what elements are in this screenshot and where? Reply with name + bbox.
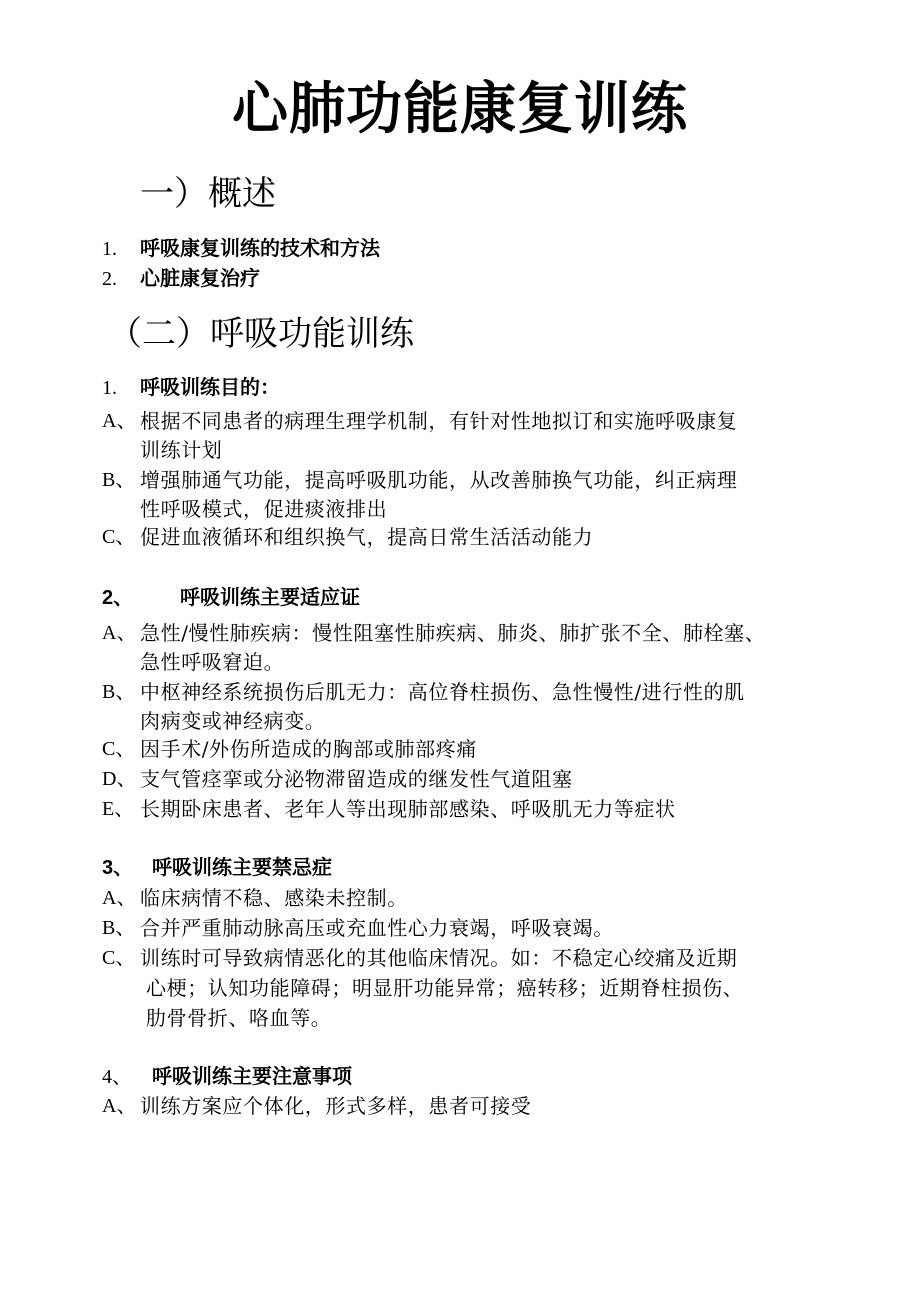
item-text-continued: 心梗；认知功能障碍；明显肝功能异常；癌转移；近期脊柱损伤、 [146,976,744,1000]
item-text-continued: 性呼吸模式，促进痰液排出 [140,497,388,521]
item-text-continued: 急性呼吸窘迫。 [140,650,285,674]
item-text: 合并严重肺动脉高压或充血性心力衰竭，呼吸衰竭。 [140,916,614,940]
list-number: 1. [102,238,117,260]
subheading-number: 3、 [102,857,134,879]
item-label: B、 [102,917,136,939]
list-number: 2. [102,268,117,290]
subheading-precautions [102,1062,352,1091]
item-text: 训练时可导致病情恶化的其他临床情况。如：不稳定心绞痛及近期 [140,946,738,970]
item-text-continued: 肉病变或神经病变。 [140,709,326,733]
list-text: 呼吸康复训练的技术和方法 [140,236,380,260]
indication-item-e [102,795,842,825]
item-text: 增强肺通气功能，提高呼吸肌功能，从改善肺换气功能，纠正病理 [140,468,738,492]
contraindication-item-c [102,944,842,1034]
precaution-item-a [102,1092,842,1122]
subheading-title: 呼吸训练主要禁忌症 [152,855,332,879]
item-text: 急性/慢性肺疾病：慢性阻塞性肺疾病、肺炎、肺扩张不全、肺栓塞、 [140,621,766,645]
item-label: A、 [102,410,137,432]
item-label: C、 [102,947,136,969]
document-title: 心肺功能康复训练 [232,77,688,142]
subheading-title: 呼吸训练目的： [140,375,280,399]
overview-item-2 [102,264,260,293]
item-text: 因手术/外伤所造成的胸部或肺部疼痛 [140,737,477,761]
item-label: D、 [102,768,137,790]
section-heading-breathing: （二）呼吸功能训练 [108,314,414,354]
item-label: E、 [102,798,135,820]
item-text: 根据不同患者的病理生理学机制，有针对性地拟订和实施呼吸康复 [140,409,738,433]
subheading-indications [102,583,360,612]
purpose-item-b [102,466,842,526]
subheading-purpose [102,373,280,402]
subheading-title: 呼吸训练主要适应证 [180,585,360,609]
overview-item-1 [102,234,380,263]
item-label: A、 [102,887,137,909]
item-label: C、 [102,738,136,760]
item-text: 长期卧床患者、老年人等出现肺部感染、呼吸肌无力等症状 [140,797,676,821]
subheading-number: 4、 [102,1066,132,1088]
item-text: 支气管痉挛或分泌物滞留造成的继发性气道阻塞 [140,767,573,791]
subheading-number: 1. [102,377,117,399]
item-text-continued: 肋骨骨折、咯血等。 [146,1006,332,1030]
item-text: 临床病情不稳、感染未控制。 [140,886,408,910]
indication-item-a [102,619,842,679]
item-text: 训练方案应个体化，形式多样，患者可接受 [140,1094,532,1118]
contraindication-item-a [102,884,842,914]
indication-item-b [102,678,842,738]
subheading-number: 2、 [102,587,134,609]
item-label: B、 [102,469,136,491]
subheading-title: 呼吸训练主要注意事项 [152,1064,352,1088]
section-heading-overview: 一）概述 [140,174,276,214]
item-text-continued: 训练计划 [140,438,223,462]
item-label: A、 [102,1095,137,1117]
purpose-item-a [102,407,842,467]
item-text: 中枢神经系统损伤后肌无力：高位脊柱损伤、急性慢性/进行性的肌 [140,680,745,704]
item-label: C、 [102,526,136,548]
purpose-item-c [102,523,842,553]
item-label: A、 [102,622,137,644]
indication-item-d [102,765,842,795]
item-text: 促进血液循环和组织换气，提高日常生活活动能力 [140,525,594,549]
item-label: B、 [102,681,136,703]
list-text: 心脏康复治疗 [140,266,260,290]
subheading-contraindications [102,853,332,882]
indication-item-c [102,735,842,765]
contraindication-item-b [102,914,842,944]
